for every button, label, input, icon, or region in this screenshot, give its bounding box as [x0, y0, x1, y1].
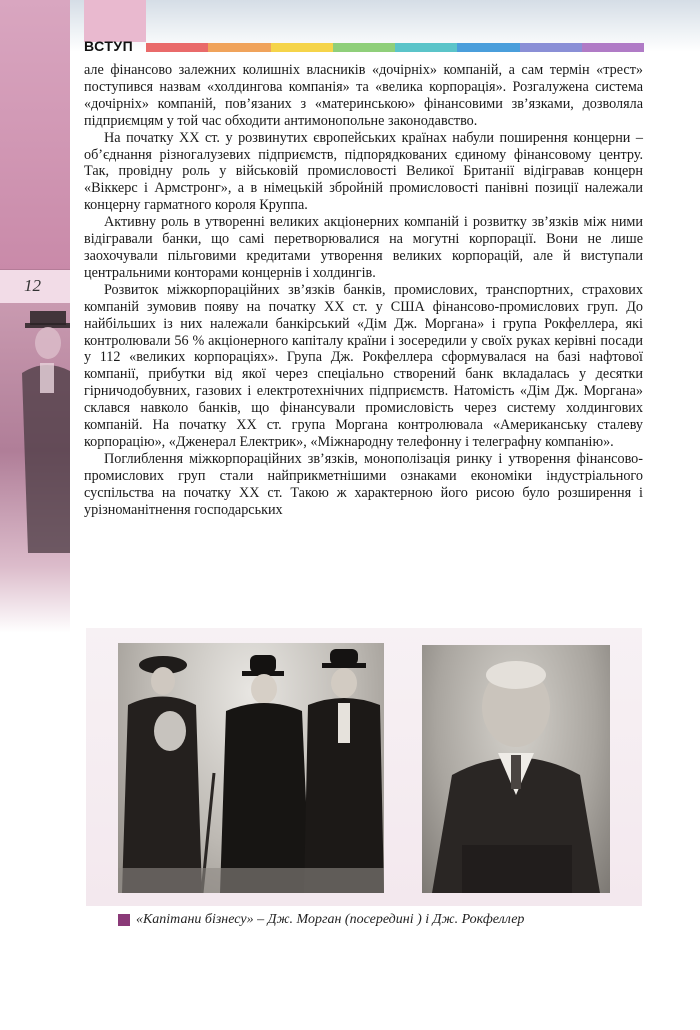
paragraph: Активну роль в утворенні великих акціонерних компаній і розвитку зв’язків між ними відігравали банки, що самі перетворювалися на могутні корпорації. Вони не лише заохочували пільговими кредитами утворення великих корпорацій, але й виступали центральними конторами концернів і холдингів.	[84, 214, 643, 281]
side-photo	[0, 303, 70, 633]
color-segment	[146, 43, 208, 52]
paragraph: але фінансово залежних колишніх власників «дочірніх» компаній, а сам термін «трест» поступився назвам «холдингова компанія» та «велика корпорація». Розгалужена система «дочірніх» компаній, пов’язаних з «материнською» фінансовими зв’язками, дозволяла підприємцям у той час обходити антимонопольне законодавство.	[84, 62, 643, 129]
portrait-image	[422, 645, 610, 893]
section-label: ВСТУП	[84, 38, 134, 54]
paragraph: Розвиток міжкорпораційних зв’язків банків, промислових, транспортних, страхових компаній зумовив появу на початку XX ст. у США фінансово-промислових груп. До найбільших із них належали банкірський «Дім Дж. Моргана» і група Рокфеллера, які контролювали 56 % акціонерного капіталу країни і зосередили у своїх руках керівні посади у 112 «великих корпораціях». Група Дж. Рокфеллера сформувалася на базі нафтової компанії, прибутки від якої через спеціально створений банк вкладалась у десятки гірничодобувних, газових і електротехнічних підприємств. Натомість «Дім Дж. Моргана» склався навколо банків, що фінансували промисловість через систему холдингових компаній. На початку XX ст. група Моргана контролювала «Американську сталеву корпорацію», «Дженерал Електрик», «Міжнародну телефонну і телеграфну компанію».	[84, 281, 643, 450]
paragraph: На початку XX ст. у розвинутих європейських країнах набули поширення концерни – об’єднання різногалузевих підприємств, підпорядкованих єдиному фінансовому центру. Так, провідну роль у військовій промисловості Великої Британії відігравав концерн «Віккерс і Армстронг», а в німецькій збройній промисловості панівні позиції належали концерну гарматного короля Круппа.	[84, 129, 643, 214]
color-segment	[208, 43, 270, 52]
page-number: 12	[24, 276, 41, 295]
color-segment	[271, 43, 333, 52]
caption-marker	[118, 914, 130, 926]
paragraph: Поглиблення міжкорпораційних зв’язків, монополізація ринку і утворення фінансово-промислових груп стали найприкметнішими ознаками економіки індустріального суспільства на початку XX ст. Такою ж характерною його рисою було розширення і урізноманітнення господарських	[84, 450, 643, 518]
side-figure-image	[0, 303, 70, 633]
color-segment	[457, 43, 519, 52]
color-bar	[146, 43, 644, 52]
photo-caption	[118, 912, 524, 928]
main-text	[84, 62, 643, 518]
left-margin-strip	[0, 0, 70, 270]
photo-morgan-group	[118, 643, 384, 893]
photo-rockefeller	[422, 645, 610, 893]
color-segment	[520, 43, 582, 52]
section-tab	[84, 0, 146, 42]
color-segment	[395, 43, 457, 52]
color-segment	[582, 43, 644, 52]
caption-text: «Капітани бізнесу» – Дж. Морган (посередині ) і Дж. Рокфеллер	[136, 912, 525, 927]
group-photo-image	[118, 643, 384, 893]
color-segment	[333, 43, 395, 52]
